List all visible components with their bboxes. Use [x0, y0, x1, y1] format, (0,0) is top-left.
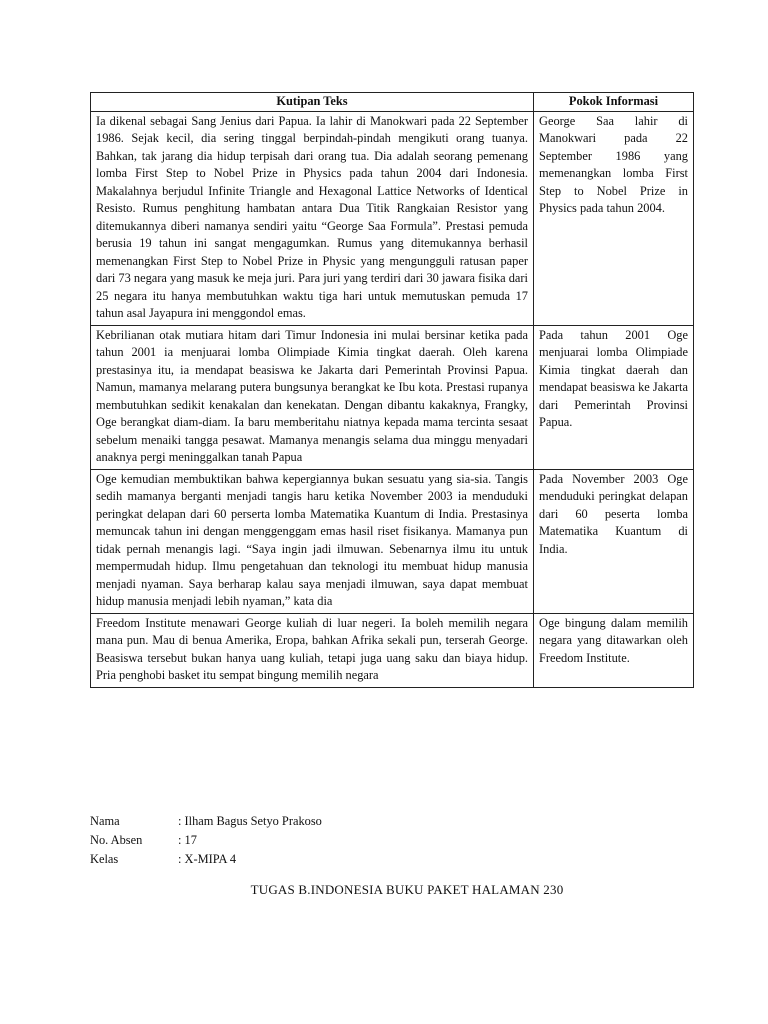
quote-text: Ia dikenal sebagai Sang Jenius dari Papua. Ia lahir di Manokwari pada 22 September 1986. Sejak kecil, dia sering tinggal berpindah-pindah mengikuti orang tuanya. Bahkan, tak jarang dia hidup terpisah dari orang tua. Dia adalah seorang pemenang lomba First Step to Nobel Prize in Physics pada tahun 2004 dari Indonesia. Makalahnya berjudul Infinite Triangle and Hexagonal Lattice Networks of Identical Resisto. Rumus penghitung hambatan antara Dua Titik Rangkaian Resistor yang ditemukannya diberi namanya sendiri yaitu “George Saa Formula”. Prestasi pemuda berusia 19 tahun ini sangat mengagumkan. Rumus yang ditemukannya berhasil memenangkan First Step to Nobel Prize in Physic yang mengungguli ratusan paper dari 73 negara yang masuk ke meja juri. Para juri yang terdiri dari 30 jawara fisika dari 25 negara itu hanya membutuhkan waktu tiga hari untuk memutuskan pemuda 17 tahun asal Jayapura ini menggondol emas. [96, 113, 528, 320]
info-text: Pada November 2003 Oge menduduki peringkat delapan dari 60 peserta lomba Matematika Kuantum di India. [539, 471, 688, 556]
quote-text: Kebrilianan otak mutiara hitam dari Timur Indonesia ini mulai bersinar ketika pada tahun 2001 ia menjuarai lomba Olimpiade Kimia tingkat daerah. Oleh karena prestasinya itu, ia mendapat beasiswa ke Jakarta dari Pemerintah Provinsi Papua. Namun, mamanya melarang putera bungsunya berangkat ke Ibu kota. Prestasi rupanya membutuhkan sedikit kenakalan dan kenekatan. Dengan dibantu kakaknya, Frangky, Oge berangkat diam-diam. Ia baru memberitahu niatnya kepada mama tercinta sesaat sebelum menaiki tangga pesawat. Mamanya menangis selama dua minggu menyadari anaknya pergi meninggalkan tanah Papua [96, 327, 528, 464]
info-text: Pada tahun 2001 Oge menjuarai lomba Olimpiade Kimia tingkat daerah dan mendapat beasiswa ke Jakarta dari Pemerintah Provinsi Papua. [539, 327, 688, 429]
info-text: George Saa lahir di Manokwari pada 22 September 1986 yang memenangkan lomba First Step to Nobel Prize in Physics pada tahun 2004. [539, 113, 688, 215]
table-row [91, 111, 694, 325]
table-row [91, 325, 694, 469]
header-pokok-informasi: Pokok Informasi [534, 93, 694, 112]
info-cell [534, 111, 694, 325]
info-cell [534, 469, 694, 613]
table-header-row [91, 93, 694, 112]
student-info [90, 813, 410, 870]
quote-cell [91, 469, 534, 613]
absen-label: No. Absen [90, 833, 143, 847]
quote-cell [91, 111, 534, 325]
quote-text: Freedom Institute menawari George kuliah di luar negeri. Ia boleh memilih negara mana pun. Mau di benua Amerika, Eropa, bahkan Afrika sekali pun, terserah George. Beasiswa tersebut bukan hanya uang kuliah, tetapi juga uang saku dan biaya hidup. Pria penghobi basket itu sempat bingung memilih negara [96, 615, 528, 682]
quote-table [90, 92, 694, 688]
header-kutipan-teks: Kutipan Teks [91, 93, 534, 112]
quote-cell [91, 613, 534, 687]
kelas-row [90, 851, 410, 870]
info-cell [534, 613, 694, 687]
name-label: Nama [90, 814, 120, 828]
kelas-label: Kelas [90, 852, 119, 866]
absen-value: : 17 [178, 833, 197, 847]
kelas-value: : X-MIPA 4 [178, 852, 237, 866]
name-row [90, 813, 410, 832]
absen-row [90, 832, 410, 851]
info-text: Oge bingung dalam memilih negara yang ditawarkan oleh Freedom Institute. [539, 615, 688, 665]
quote-text: Oge kemudian membuktikan bahwa kepergiannya bukan sesuatu yang sia-sia. Tangis sedih mamanya berganti menjadi tangis haru ketika November 2003 ia menduduki peringkat delapan dari 60 perserta lomba Matematika Kuantum di India. Prestasinya memuncak tahun ini dengan menggenggam emas hasil riset fisikanya. Mamanya pun tidak pernah menangis lagi. “Saya ingin jadi ilmuwan. Sebenarnya ilmu itu untuk mempermudah hidup. Ilmu pengetahuan dan teknologi itu membuat hidup manusia menjadi nyaman. Saya berharap kalau saya menjadi ilmuwan, saya dapat membuat hidup manusia menjadi lebih nyaman,” kata dia [96, 471, 528, 608]
quote-cell [91, 325, 534, 469]
table-row [91, 613, 694, 687]
name-value: : Ilham Bagus Setyo Prakoso [178, 814, 322, 828]
info-cell [534, 325, 694, 469]
table-row [91, 469, 694, 613]
assignment-title: TUGAS B.INDONESIA BUKU PAKET HALAMAN 230 [250, 882, 564, 897]
